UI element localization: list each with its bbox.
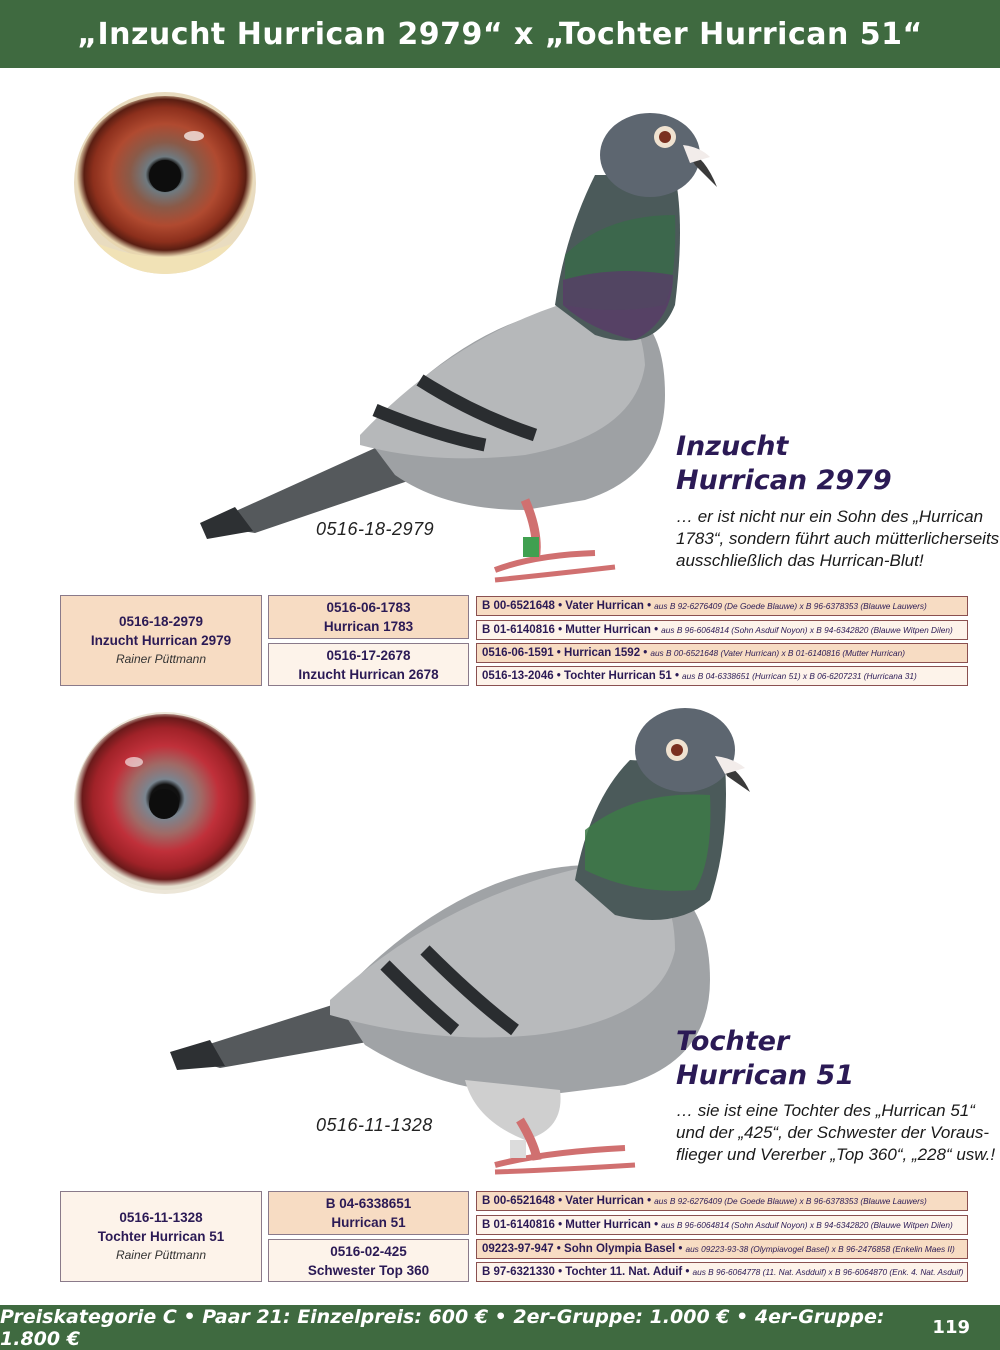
grandparent-label: B 01-6140816 • Mutter Hurrican • — [482, 624, 659, 636]
page-header — [0, 0, 1000, 68]
grandparent-detail: aus B 92-6276409 (De Goede Blauwe) x B 96-6378353 (Blauwe Lauwers) — [654, 1196, 927, 1206]
pedigree-main-ring-1: 0516-18-2979 — [118, 614, 204, 629]
pedigree-mother-name-2: Schwester Top 360 — [307, 1262, 430, 1278]
pedigree-father-ring-2: B 04-6338651 — [325, 1196, 412, 1211]
grandparent-label: 09223-97-947 • Sohn Olympia Basel • — [482, 1243, 683, 1255]
grandparent-label: B 01-6140816 • Mutter Hurrican • — [482, 1219, 659, 1231]
grandparent-detail: aus B 96-6064814 (Sohn Asduif Noyon) x B 94-6342820 (Blauwe Witpen Dilen) — [661, 1220, 953, 1230]
grandparent-detail: aus B 96-6064814 (Sohn Asduif Noyon) x B 94-6342820 (Blauwe Witpen Dilen) — [661, 625, 953, 635]
bird-title-1-line2: Hurrican 2979 — [676, 465, 892, 496]
pedigree-grandparent-2-3 — [476, 1239, 968, 1259]
bird-description-2-line1: … sie ist eine Tochter des „Hurrican 51“ — [676, 1101, 975, 1120]
price-info: Preiskategorie C • Paar 21: Einzelpreis: 600 € • 2er-Gruppe: 1.000 € • 4er-Gruppe: 1.800 € — [0, 1305, 885, 1350]
bird-description-2-line2: und der „425“, der Schwester der Voraus- — [676, 1123, 990, 1142]
grandparent-label: B 97-6321330 • Tochter 11. Nat. Aduif • — [482, 1266, 690, 1278]
pigeon-photo-1 — [195, 105, 735, 590]
pedigree-main-1 — [60, 595, 262, 686]
pedigree-main-2 — [60, 1191, 262, 1282]
bird-title-1 — [676, 430, 892, 498]
pedigree-father-name-1: Hurrican 1783 — [323, 619, 414, 634]
bird-description-2 — [676, 1100, 995, 1166]
pedigree-father-ring-1: 0516-06-1783 — [326, 600, 411, 615]
bird-title-2-line2: Hurrican 51 — [676, 1060, 855, 1091]
pedigree-mother-ring-2: 0516-02-425 — [330, 1243, 407, 1259]
bird-title-2-line1: Tochter — [676, 1026, 790, 1057]
grandparent-detail: aus B 96-6064778 (11. Nat. Asdduif) x B 96-6064870 (Enk. 4. Nat. Asduif) — [692, 1267, 964, 1277]
bird-description-1-line1: … er ist nicht nur ein Sohn des „Hurrican — [676, 507, 984, 526]
grandparent-detail: aus 09223-93-38 (Olympiavogel Basel) x B 96-2476858 (Enkelin Maes II) — [685, 1244, 955, 1254]
pedigree-grandparent-1-3 — [476, 643, 968, 663]
ring-number-2: 0516-11-1328 — [316, 1115, 433, 1135]
pedigree-mother-name-1: Inzucht Hurrican 2678 — [298, 666, 439, 682]
pedigree-owner-1: Rainer Püttmann — [115, 652, 207, 666]
grandparent-label: 0516-06-1591 • Hurrican 1592 • — [482, 647, 648, 659]
pedigree-father-2 — [268, 1191, 469, 1235]
bird-description-2-line3: flieger und Vererber „Top 360“, „228“ usw.! — [676, 1145, 996, 1164]
pedigree-grandparent-1-1 — [476, 596, 968, 616]
bird-description-1-line3: ausschließlich das Hurrican-Blut! — [676, 551, 924, 570]
pedigree-grandparent-2-1 — [476, 1191, 968, 1211]
pedigree-mother-ring-1: 0516-17-2678 — [326, 647, 411, 663]
grandparent-label: 0516-13-2046 • Tochter Hurrican 51 • — [482, 670, 680, 682]
pigeon-photo-2 — [165, 700, 755, 1185]
pedigree-mother-2 — [268, 1239, 469, 1282]
grandparent-detail: aus B 00-6521648 (Vater Hurrican) x B 01-6140816 (Mutter Hurrican) — [650, 648, 906, 658]
ring-number-1: 0516-18-2979 — [316, 519, 435, 539]
grandparent-detail: aus B 04-6338651 (Hurrican 51) x B 06-6207231 (Hurricana 31) — [682, 671, 917, 681]
grandparent-label: B 00-6521648 • Vater Hurrican • — [482, 600, 652, 612]
bird-title-1-line1: Inzucht — [676, 431, 789, 462]
bird-title-2 — [676, 1025, 854, 1093]
pedigree-main-ring-2: 0516-11-1328 — [119, 1210, 203, 1225]
pedigree-grandparent-2-2 — [476, 1215, 968, 1235]
page-footer — [0, 1305, 1000, 1350]
header-title: „Inzucht Hurrican 2979“ x „Tochter Hurrican 51“ — [77, 16, 923, 52]
page-number: 119 — [932, 1317, 970, 1338]
pedigree-father-name-2: Hurrican 51 — [331, 1215, 406, 1230]
pedigree-grandparent-1-2 — [476, 620, 968, 640]
bird-description-1 — [676, 506, 999, 572]
pedigree-grandparent-2-4 — [476, 1262, 968, 1282]
pedigree-owner-2: Rainer Püttmann — [115, 1248, 207, 1262]
pedigree-grandparent-1-4 — [476, 666, 968, 686]
pedigree-father-1 — [268, 595, 469, 639]
bird-description-1-line2: 1783“, sondern führt auch mütterlicherseits — [676, 529, 1000, 548]
pedigree-main-name-2: Tochter Hurrican 51 — [97, 1229, 225, 1244]
grandparent-label: B 00-6521648 • Vater Hurrican • — [482, 1195, 652, 1207]
pedigree-main-name-1: Inzucht Hurrican 2979 — [90, 633, 232, 648]
grandparent-detail: aus B 92-6276409 (De Goede Blauwe) x B 96-6378353 (Blauwe Lauwers) — [654, 601, 927, 611]
pedigree-mother-1 — [268, 643, 469, 686]
